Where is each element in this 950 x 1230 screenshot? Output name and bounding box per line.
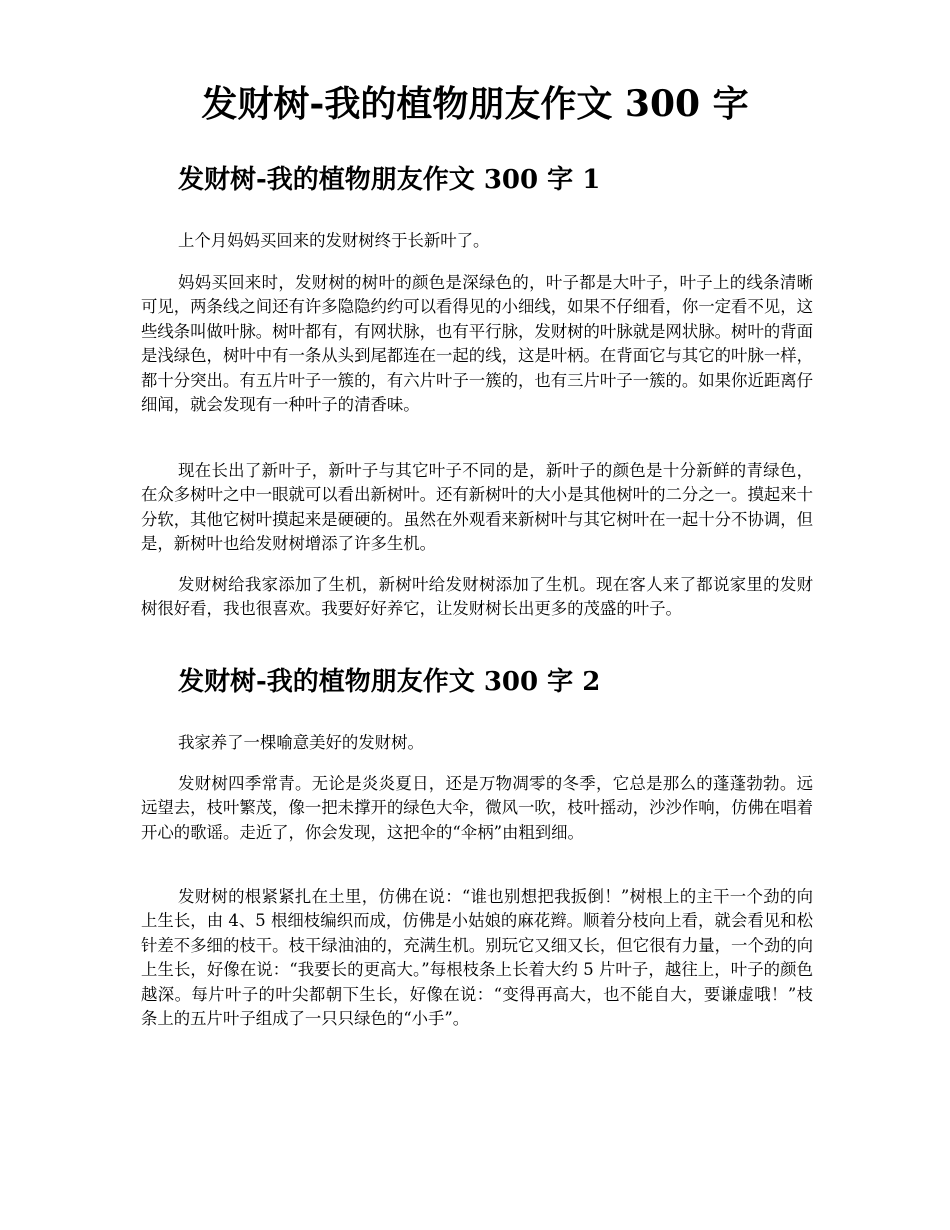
paragraph: 我家养了一棵喻意美好的发财树。	[178, 733, 424, 752]
paragraph: 发财树四季常青。无论是炎炎夏日，还是万物凋零的冬季，它总是那么的蓬蓬勃勃。远远望去，枝叶繁茂，像一把未撑开的绿色大伞，微风一吹，枝叶摇动，沙沙作响，仿佛在唱着开心的歌谣。走近了，你会发现，这把伞的“伞柄”由粗到细。	[141, 774, 814, 842]
paragraph: 现在长出了新叶子，新叶子与其它叶子不同的是，新叶子的颜色是十分新鲜的青绿色，在众多树叶之中一眼就可以看出新树叶。还有新树叶的大小是其他树叶的二分之一。摸起来十分软，其他它树叶摸起来是硬硬的。虽然在外观看来新树叶与其它树叶在一起十分不协调，但是，新树叶也给发财树增添了许多生机。	[141, 461, 814, 554]
paragraph: 发财树给我家添加了生机，新树叶给发财树添加了生机。现在客人来了都说家里的发财树很好看，我也很喜欢。我要好好养它，让发财树长出更多的茂盛的叶子。	[141, 575, 813, 619]
section-heading-2: 发财树-我的植物朋友作文 300 字 2	[178, 667, 601, 697]
paragraph: 发财树的根紧紧扎在土里，仿佛在说：“谁也别想把我扳倒！”树根上的主干一个劲的向上生长，由 4、5 根细枝编织而成，仿佛是小姑娘的麻花辫。顺着分枝向上看，就会看见和松针差不多细的枝干。枝干绿油油的，充满生机。别玩它又细又长，但它很有力量，一个劲的向上生长，好像在说：“我要长的更高大。”每根枝条上长着大约 5 片叶子，越往上，叶子的颜色越深。每片叶子的叶尖都朝下生长，好像在说：“变得再高大，也不能自大，要谦虚哦！”枝条上的五片叶子组成了一只只绿色的“小手”。	[141, 887, 814, 1029]
section-heading-1: 发财树-我的植物朋友作文 300 字 1	[178, 165, 601, 195]
paragraph: 妈妈买回来时，发财树的树叶的颜色是深绿色的，叶子都是大叶子，叶子上的线条清晰可见，两条线之间还有许多隐隐约约可以看得见的小细线，如果不仔细看，你一定看不见，这些线条叫做叶脉。树叶都有，有网状脉，也有平行脉，发财树的叶脉就是网状脉。树叶的背面是浅绿色，树叶中有一条从头到尾都连在一起的线，这是叶柄。在背面它与其它的叶脉一样，都十分突出。有五片叶子一簇的，有六片叶子一簇的，也有三片叶子一簇的。如果你近距离仔细闻，就会发现有一种叶子的清香味。	[141, 273, 814, 415]
document-title: 发财树-我的植物朋友作文 300 字	[201, 83, 749, 125]
paragraph: 上个月妈妈买回来的发财树终于长新叶了。	[178, 231, 490, 250]
